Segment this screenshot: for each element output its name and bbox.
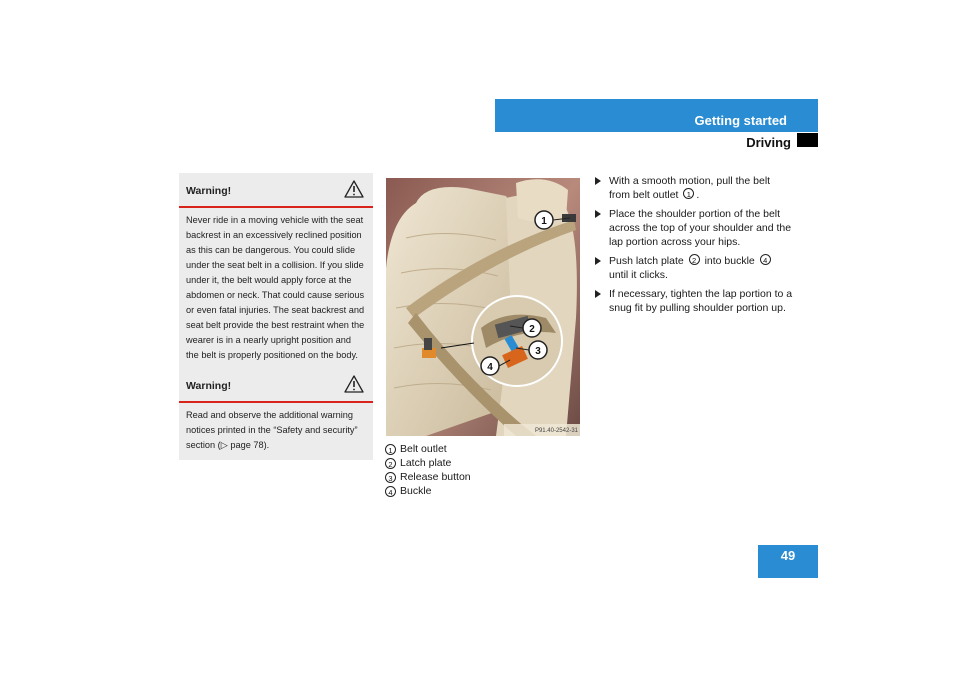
caption-label: Latch plate: [400, 457, 452, 469]
warning-triangle-icon: [344, 375, 364, 393]
bullet-arrow-icon: [595, 257, 601, 265]
seat-belt-photo: [386, 178, 580, 436]
step-item: If necessary, tighten the lap portion to a snug fit by pulling shoulder portion up.: [593, 287, 793, 315]
bullet-arrow-icon: [595, 210, 601, 218]
section-title: Getting started: [694, 113, 787, 128]
callout-label: 1: [541, 216, 547, 227]
header-bar: [495, 99, 818, 132]
warning-header: [179, 173, 373, 208]
warning-box-2: [179, 368, 373, 460]
figure-captions: [385, 442, 471, 498]
warning-triangle-icon: [344, 180, 364, 198]
inline-number: 1: [683, 188, 694, 199]
figure-code: P91.40-2542-31: [534, 428, 578, 434]
step-item: Push latch plate 2 into buckle 4 until it clicks.: [593, 254, 793, 282]
callout-label: 2: [529, 324, 535, 335]
warning-box-1: [179, 173, 373, 370]
warning-text: Never ride in a moving vehicle with the seat backrest in an excessively reclined position as this can be dangerous. You could slide under the seat belt in a collision. If you slide under it, the belt would apply force at the abdomen or neck. That could cause serious or even fatal injuries. The seat backrest and seat belt provide the best restraint when the wearer is in a nearly upright position and the belt is properly positioned on the body.: [186, 215, 365, 360]
step-item: With a smooth motion, pull the belt from belt outlet 1 .: [593, 174, 793, 202]
page-ref-arrow-icon: ▷: [220, 440, 228, 450]
callout-label: 3: [535, 346, 541, 357]
warning-title: Warning!: [186, 185, 232, 197]
caption-item: [385, 484, 471, 498]
bullet-arrow-icon: [595, 177, 601, 185]
inline-number: 2: [689, 254, 700, 265]
caption-item: [385, 456, 471, 470]
caption-label: Buckle: [400, 485, 432, 497]
caption-number: 3: [385, 472, 396, 483]
caption-item: [385, 470, 471, 484]
callout-label: 4: [487, 362, 493, 373]
page-number: 49: [758, 545, 818, 578]
seat-belt-illustration: [386, 178, 580, 436]
step-item: Place the shoulder portion of the belt across the top of your shoulder and the lap portion across your hips.: [593, 207, 793, 249]
warning-header: [179, 368, 373, 403]
inline-number: 4: [760, 254, 771, 265]
caption-item: [385, 442, 471, 456]
warning-text: Read and observe the additional warning notices printed in the “Safety and security” section (▷ page 78).: [186, 410, 358, 450]
caption-number: 1: [385, 444, 396, 455]
caption-number: 4: [385, 486, 396, 497]
caption-label: Release button: [400, 471, 471, 483]
instruction-steps: [593, 174, 793, 320]
caption-label: Belt outlet: [400, 443, 447, 455]
header-marker: [797, 133, 818, 147]
subsection-title: Driving: [746, 135, 791, 150]
caption-number: 2: [385, 458, 396, 469]
bullet-arrow-icon: [595, 290, 601, 298]
warning-title: Warning!: [186, 380, 232, 392]
